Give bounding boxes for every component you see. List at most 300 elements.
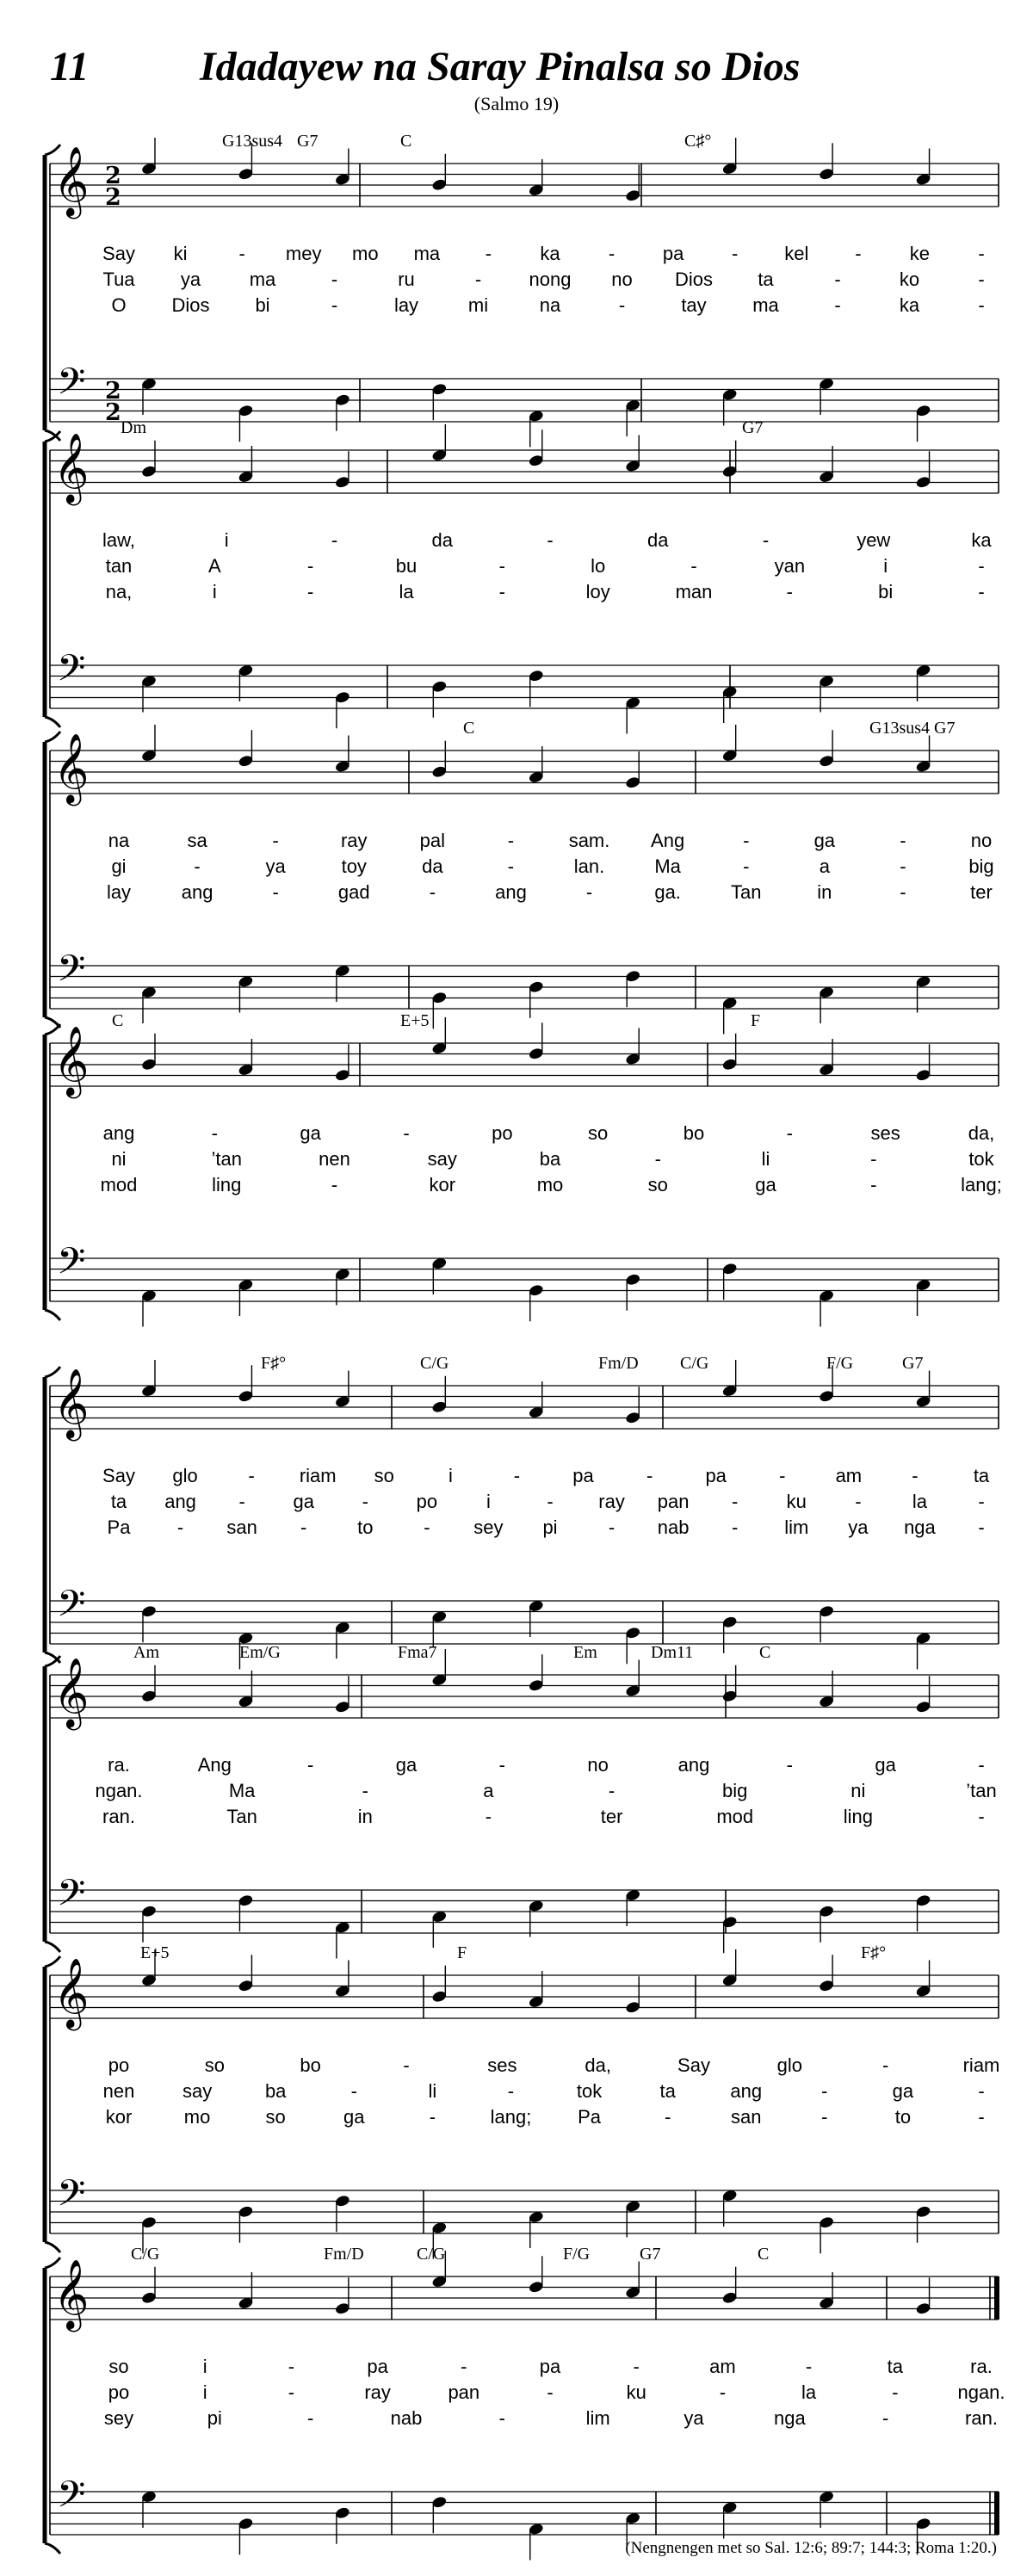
- bass-clef-icon: 𝄢: [57, 1240, 86, 1292]
- lyric-syllable: -: [900, 830, 906, 851]
- lyric-syllable: -: [272, 830, 279, 851]
- lyric-syllable: -: [870, 1148, 877, 1170]
- lyric-syllable: po: [108, 2381, 130, 2403]
- chord-symbol: Fm/D: [598, 1354, 639, 1373]
- lyric-syllable: -: [288, 2381, 295, 2403]
- lyric-syllable: no: [611, 269, 633, 290]
- chord-symbol: C♯°: [684, 132, 712, 151]
- lyric-syllable: ling: [843, 1806, 873, 1827]
- lyric-syllable: Ang: [197, 1754, 232, 1776]
- lyric-syllable: ang: [677, 1754, 710, 1776]
- lyric-syllable: say: [182, 2080, 213, 2102]
- lyric-syllable: san: [226, 1517, 257, 1538]
- lyric-syllable: ni: [111, 1148, 127, 1170]
- chord-symbol: C: [400, 132, 412, 151]
- lyric-syllable: mi: [467, 294, 489, 316]
- lyric-syllable: li: [428, 2080, 437, 2102]
- lyric-syllable: ran.: [965, 2407, 998, 2429]
- treble-staff: [50, 164, 999, 207]
- lyric-syllable: ga.: [654, 881, 681, 903]
- lyric-syllable: no: [587, 1754, 609, 1776]
- lyric-syllable: ’tan: [966, 1780, 997, 1801]
- lyric-syllable: so: [588, 1122, 609, 1144]
- lyric-syllable: nab: [657, 1517, 690, 1538]
- lyric-syllable: -: [743, 830, 750, 851]
- chord-symbol: G7: [297, 132, 319, 151]
- lyric-syllable: glo: [776, 2054, 803, 2076]
- lyric-syllable: da: [422, 856, 443, 877]
- lyric-syllable: la: [801, 2381, 817, 2403]
- lyric-syllable: ga: [755, 1174, 776, 1195]
- lyric-syllable: -: [786, 1754, 793, 1776]
- bracket-hook-bottom: [45, 1942, 60, 1952]
- lyric-syllable: po: [108, 2054, 130, 2076]
- bass-staff: [50, 966, 999, 1009]
- lyric-syllable: -: [978, 1517, 985, 1538]
- lyric-syllable: bi: [878, 581, 894, 602]
- treble-staff: [50, 1386, 999, 1429]
- chord-symbol: C: [759, 1643, 771, 1662]
- lyric-syllable: -: [403, 2054, 410, 2076]
- lyric-syllable: sey: [473, 1517, 504, 1538]
- bass-staff: [50, 379, 999, 422]
- lyric-syllable: -: [513, 1465, 521, 1486]
- lyric-syllable: -: [507, 856, 515, 877]
- lyric-syllable: ga: [892, 2080, 914, 2102]
- lyric-syllable: -: [211, 1122, 218, 1144]
- lyric-syllable: mod: [716, 1806, 754, 1827]
- lyric-syllable: -: [786, 1122, 793, 1144]
- lyric-syllable: -: [238, 243, 245, 264]
- lyric-syllable: da,: [968, 1122, 995, 1144]
- lyric-syllable: so: [647, 1174, 668, 1195]
- lyric-syllable: -: [429, 2106, 436, 2128]
- lyric-syllable: riam: [962, 2054, 1000, 2076]
- lyric-syllable: am: [835, 1465, 863, 1486]
- lyric-syllable: -: [307, 1754, 314, 1776]
- treble-staff: [50, 2276, 999, 2320]
- lyric-syllable: lan.: [573, 856, 605, 877]
- chord-symbol: Am: [133, 1643, 159, 1662]
- lyric-syllable: -: [870, 1174, 877, 1195]
- lyric-syllable: ba: [539, 1148, 561, 1170]
- lyric-syllable: -: [547, 1491, 554, 1512]
- lyric-syllable: tan: [105, 555, 133, 577]
- lyric-syllable: Say: [102, 243, 135, 264]
- lyric-syllable: -: [300, 1517, 307, 1538]
- lyric-syllable: Tan: [226, 1806, 257, 1827]
- lyric-syllable: -: [732, 1491, 739, 1512]
- chord-symbol: G13sus4: [869, 719, 931, 738]
- lyric-syllable: mey: [285, 243, 322, 264]
- lyric-syllable: -: [238, 1491, 245, 1512]
- lyric-syllable: la: [912, 1491, 927, 1512]
- lyric-syllable: -: [978, 243, 985, 264]
- lyric-syllable: pa: [539, 2356, 561, 2377]
- lyric-syllable: -: [403, 1122, 410, 1144]
- chord-symbol: F: [457, 1943, 467, 1962]
- lyric-syllable: A: [207, 555, 221, 577]
- lyric-syllable: ga: [875, 1754, 896, 1776]
- chord-symbol: C: [463, 719, 475, 738]
- lyric-syllable: O: [111, 294, 127, 316]
- lyric-syllable: ku: [786, 1491, 807, 1512]
- lyric-syllable: -: [507, 2080, 515, 2102]
- lyric-syllable: ra.: [108, 1754, 130, 1776]
- lyric-syllable: toy: [341, 856, 367, 877]
- lyric-syllable: Dios: [674, 269, 714, 290]
- lyric-syllable: nga: [904, 1517, 936, 1538]
- lyric-syllable: na: [108, 830, 130, 851]
- lyric-syllable: so: [265, 2106, 286, 2128]
- treble-clef-icon: 𝄞: [53, 2258, 90, 2329]
- treble-clef-icon: 𝄞: [53, 732, 90, 803]
- lyric-syllable: ta: [659, 2080, 676, 2102]
- lyric-syllable: -: [474, 269, 482, 290]
- lyric-syllable: ray: [364, 2381, 391, 2403]
- lyric-syllable: -: [272, 881, 279, 903]
- lyric-syllable: sam.: [568, 830, 610, 851]
- chord-symbol: Em/G: [239, 1643, 281, 1662]
- lyric-syllable: pa: [705, 1465, 727, 1486]
- lyric-syllable: -: [821, 2080, 828, 2102]
- lyric-syllable: lang;: [961, 1174, 1002, 1195]
- lyric-syllable: -: [805, 2356, 813, 2377]
- lyric-syllable: ni: [851, 1780, 866, 1801]
- lyric-syllable: -: [331, 294, 338, 316]
- lyric-syllable: gi: [111, 856, 127, 877]
- lyric-syllable: sey: [103, 2407, 134, 2429]
- lyric-syllable: lo: [591, 555, 606, 577]
- lyric-syllable: -: [978, 269, 985, 290]
- lyric-syllable: ta: [973, 1465, 990, 1486]
- lyric-syllable: bo: [300, 2054, 321, 2076]
- treble-staff: [50, 1975, 999, 2018]
- chord-symbol: C/G: [680, 1354, 709, 1373]
- lyric-syllable: law,: [102, 529, 135, 551]
- psalm-reference: (Salmo 19): [473, 93, 560, 114]
- lyric-syllable: man: [675, 581, 713, 602]
- lyric-syllable: pi: [207, 2407, 222, 2429]
- lyric-syllable: -: [307, 555, 314, 577]
- lyric-syllable: ka: [971, 529, 992, 551]
- lyric-syllable: -: [690, 555, 697, 577]
- lyric-syllable: bu: [395, 555, 418, 577]
- lyric-syllable: -: [547, 2381, 554, 2403]
- lyric-syllable: -: [608, 1517, 615, 1538]
- lyric-syllable: -: [855, 1491, 862, 1512]
- lyric-syllable: -: [248, 1465, 255, 1486]
- chord-symbol: F♯°: [861, 1943, 887, 1962]
- lyric-syllable: -: [664, 2106, 671, 2128]
- lyric-syllable: -: [719, 2381, 727, 2403]
- lyric-syllable: riam: [299, 1465, 337, 1486]
- lyric-syllable: glo: [172, 1465, 198, 1486]
- bass-clef-icon: 𝄢: [57, 1583, 86, 1634]
- lyric-syllable: -: [362, 1491, 368, 1512]
- lyric-syllable: Tua: [102, 269, 135, 290]
- lyric-syllable: -: [288, 2356, 295, 2377]
- lyric-syllable: lay: [393, 294, 419, 316]
- treble-staff: [50, 450, 999, 493]
- lyric-syllable: -: [307, 2407, 314, 2429]
- chord-symbol: Fm/D: [324, 2245, 364, 2264]
- lyric-syllable: -: [350, 2080, 357, 2102]
- lyric-syllable: ga: [343, 2106, 365, 2128]
- lyric-syllable: -: [978, 1806, 985, 1827]
- lyric-syllable: Ma: [228, 1780, 256, 1801]
- treble-clef-icon: 𝄞: [53, 1957, 90, 2028]
- lyric-syllable: -: [608, 243, 615, 264]
- chord-symbol: F/G: [563, 2245, 591, 2264]
- lyric-syllable: da,: [585, 2054, 611, 2076]
- lyric-syllable: lim: [585, 2407, 610, 2429]
- chord-symbol: Dm11: [651, 1643, 694, 1662]
- lyric-syllable: -: [762, 529, 770, 551]
- lyric-syllable: -: [485, 243, 492, 264]
- lyric-syllable: na: [539, 294, 561, 316]
- lyric-syllable: po: [416, 1491, 438, 1512]
- lyric-syllable: a: [483, 1780, 494, 1801]
- lyric-syllable: -: [633, 2356, 640, 2377]
- time-signature-bottom: 2: [105, 184, 121, 211]
- lyric-syllable: ya: [684, 2407, 704, 2429]
- lyric-syllable: -: [507, 830, 515, 851]
- lyric-syllable: ang: [730, 2080, 763, 2102]
- lyric-syllable: yew: [857, 529, 891, 551]
- lyric-syllable: ang: [181, 881, 213, 903]
- lyric-syllable: i: [224, 529, 229, 551]
- lyric-syllable: ma: [413, 243, 441, 264]
- lyric-syllable: ya: [265, 856, 286, 877]
- treble-staff: [50, 1043, 999, 1086]
- lyric-syllable: -: [461, 2356, 467, 2377]
- hymn-number: 11: [50, 44, 90, 90]
- lyric-syllable: in: [817, 881, 832, 903]
- time-signature-top: 2: [105, 378, 121, 405]
- lyric-syllable: -: [585, 881, 593, 903]
- bass-clef-icon: 𝄢: [57, 647, 86, 699]
- lyric-syllable: to: [357, 1517, 374, 1538]
- chord-symbol: G7: [742, 418, 764, 437]
- lyric-syllable: -: [654, 1148, 661, 1170]
- lyric-syllable: ling: [212, 1174, 242, 1195]
- lyric-syllable: li: [761, 1148, 770, 1170]
- lyric-syllable: ma: [752, 294, 779, 316]
- lyric-syllable: i: [212, 581, 217, 602]
- lyric-syllable: big: [968, 856, 994, 877]
- lyric-syllable: Dios: [171, 294, 210, 316]
- lyric-syllable: -: [498, 1754, 505, 1776]
- bass-clef-icon: 𝄢: [57, 2474, 86, 2525]
- lyric-syllable: tok: [968, 1148, 994, 1170]
- bass-staff: [50, 2492, 999, 2535]
- bass-staff: [50, 2190, 999, 2233]
- lyric-syllable: ga: [300, 1122, 321, 1144]
- lyric-syllable: i: [486, 1491, 491, 1512]
- lyric-syllable: ray: [598, 1491, 625, 1512]
- lyric-syllable: da: [431, 529, 453, 551]
- lyric-syllable: kel: [784, 243, 809, 264]
- lyric-syllable: -: [978, 555, 985, 577]
- lyric-syllable: ’tan: [211, 1148, 242, 1170]
- lyric-syllable: -: [194, 856, 201, 877]
- lyric-syllable: kor: [105, 2106, 133, 2128]
- lyric-syllable: -: [498, 581, 505, 602]
- bass-clef-icon: 𝄢: [57, 361, 86, 412]
- lyric-syllable: ru: [398, 269, 415, 290]
- lyric-syllable: -: [821, 2106, 828, 2128]
- bracket-hook-bottom: [45, 1310, 60, 1320]
- lyric-syllable: loy: [585, 581, 610, 602]
- lyric-syllable: ses: [870, 1122, 900, 1144]
- lyric-syllable: ki: [173, 243, 188, 264]
- chord-symbol: C/G: [420, 1354, 449, 1373]
- lyric-syllable: ta: [110, 1491, 127, 1512]
- lyric-syllable: nong: [529, 269, 572, 290]
- lyric-syllable: mo: [183, 2106, 211, 2128]
- chord-symbol: C/G: [417, 2245, 446, 2264]
- lyric-syllable: -: [978, 581, 985, 602]
- treble-clef-icon: 𝄞: [53, 1025, 90, 1096]
- lyric-syllable: so: [108, 2356, 129, 2377]
- lyric-syllable: -: [429, 881, 436, 903]
- chord-symbol: F♯°: [261, 1354, 287, 1373]
- lyric-syllable: -: [834, 269, 841, 290]
- lyric-syllable: na,: [105, 581, 133, 602]
- lyric-syllable: Pa: [107, 1517, 131, 1538]
- lyric-syllable: ang: [495, 881, 527, 903]
- lyric-syllable: Say: [102, 1465, 135, 1486]
- lyric-syllable: -: [882, 2054, 889, 2076]
- lyric-syllable: ka: [899, 294, 920, 316]
- lyric-syllable: tay: [681, 294, 707, 316]
- lyric-syllable: lang;: [490, 2106, 532, 2128]
- lyric-syllable: -: [900, 856, 906, 877]
- lyric-syllable: lim: [784, 1517, 809, 1538]
- lyric-syllable: nen: [102, 2080, 135, 2102]
- chord-symbol: Fma7: [398, 1643, 437, 1662]
- lyric-syllable: Tan: [730, 881, 762, 903]
- chord-symbol: C: [112, 1011, 124, 1030]
- lyric-syllable: -: [732, 1517, 739, 1538]
- lyric-syllable: ba: [264, 2080, 287, 2102]
- lyric-syllable: sa: [187, 830, 207, 851]
- chord-symbol: F: [751, 1011, 761, 1030]
- lyric-syllable: tok: [576, 2080, 603, 2102]
- lyric-syllable: ter: [600, 1806, 623, 1827]
- lyric-syllable: ses: [487, 2054, 517, 2076]
- lyric-syllable: mod: [100, 1174, 138, 1195]
- lyric-syllable: ter: [970, 881, 993, 903]
- lyric-syllable: mo: [352, 243, 379, 264]
- chord-symbol: C/G: [131, 2245, 160, 2264]
- lyric-syllable: Pa: [578, 2106, 602, 2128]
- lyric-syllable: kor: [429, 1174, 456, 1195]
- chord-symbol: E+5: [140, 1943, 170, 1962]
- bass-staff: [50, 1890, 999, 1933]
- lyric-syllable: a: [819, 856, 830, 877]
- lyric-syllable: i: [448, 1465, 453, 1486]
- treble-clef-icon: 𝄞: [53, 432, 90, 503]
- lyric-syllable: san: [730, 2106, 762, 2128]
- lyric-syllable: ga: [293, 1491, 314, 1512]
- lyric-syllable: -: [732, 243, 739, 264]
- chord-symbol: Dm: [121, 418, 146, 437]
- bracket-hook-bottom: [45, 2242, 60, 2252]
- lyric-syllable: to: [894, 2106, 912, 2128]
- lyric-syllable: -: [743, 856, 750, 877]
- lyric-syllable: -: [331, 1174, 338, 1195]
- lyric-syllable: -: [485, 1806, 492, 1827]
- chord-symbol: Em: [573, 1643, 597, 1662]
- lyric-syllable: ta: [887, 2356, 903, 2377]
- lyric-syllable: pa: [662, 243, 684, 264]
- lyric-syllable: am: [709, 2356, 736, 2377]
- lyric-syllable: -: [912, 1465, 919, 1486]
- lyric-syllable: so: [374, 1465, 394, 1486]
- bass-staff: [50, 1258, 999, 1301]
- lyric-syllable: ang: [102, 1122, 135, 1144]
- lyric-syllable: -: [331, 269, 338, 290]
- lyric-syllable: -: [307, 581, 314, 602]
- lyric-syllable: -: [608, 1780, 615, 1801]
- lyric-syllable: la: [399, 581, 414, 602]
- lyric-syllable: -: [834, 294, 841, 316]
- lyric-syllable: ya: [180, 269, 201, 290]
- hymn-title: Idadayew na Saray Pinalsa so Dios: [200, 44, 801, 90]
- treble-clef-icon: 𝄞: [53, 145, 90, 216]
- lyric-syllable: pan: [657, 1491, 690, 1512]
- lyric-syllable: -: [498, 2407, 505, 2429]
- lyric-syllable: gad: [337, 881, 370, 903]
- lyric-syllable: -: [176, 1517, 184, 1538]
- lyric-syllable: so: [204, 2054, 225, 2076]
- treble-staff: [50, 751, 999, 794]
- lyric-syllable: Ma: [654, 856, 681, 877]
- treble-clef-icon: 𝄞: [53, 1657, 90, 1727]
- bass-clef-icon: 𝄢: [57, 1872, 86, 1924]
- bracket-hook-bottom: [45, 2543, 60, 2554]
- lyric-syllable: -: [618, 294, 626, 316]
- lyric-syllable: ko: [899, 269, 920, 290]
- lyric-syllable: -: [646, 1465, 653, 1486]
- footnote: (Nengnengen met so Sal. 12:6; 89:7; 144:3; Roma 1:20.): [625, 2539, 997, 2557]
- lyric-syllable: Ang: [651, 830, 685, 851]
- lyric-syllable: -: [882, 2407, 889, 2429]
- treble-staff: [50, 1675, 999, 1718]
- chord-symbol: G7: [640, 2245, 661, 2264]
- lyric-syllable: bi: [255, 294, 270, 316]
- chord-symbol: C: [758, 2245, 770, 2264]
- lyric-syllable: pan: [448, 2381, 480, 2403]
- lyric-syllable: -: [362, 1780, 368, 1801]
- lyric-syllable: -: [855, 243, 862, 264]
- chord-symbol: G13sus4: [222, 132, 283, 151]
- lyric-syllable: -: [978, 1491, 985, 1512]
- lyric-syllable: da: [647, 529, 669, 551]
- lyric-syllable: ngan.: [957, 2381, 1005, 2403]
- lyric-syllable: ga: [395, 1754, 418, 1776]
- lyric-syllable: -: [978, 2106, 985, 2128]
- treble-clef-icon: 𝄞: [53, 1368, 90, 1438]
- lyric-syllable: bo: [683, 1122, 705, 1144]
- lyric-syllable: lay: [106, 881, 132, 903]
- lyric-syllable: i: [202, 2381, 207, 2403]
- lyric-syllable: -: [331, 529, 338, 551]
- lyric-syllable: -: [547, 529, 554, 551]
- lyric-syllable: -: [978, 2080, 985, 2102]
